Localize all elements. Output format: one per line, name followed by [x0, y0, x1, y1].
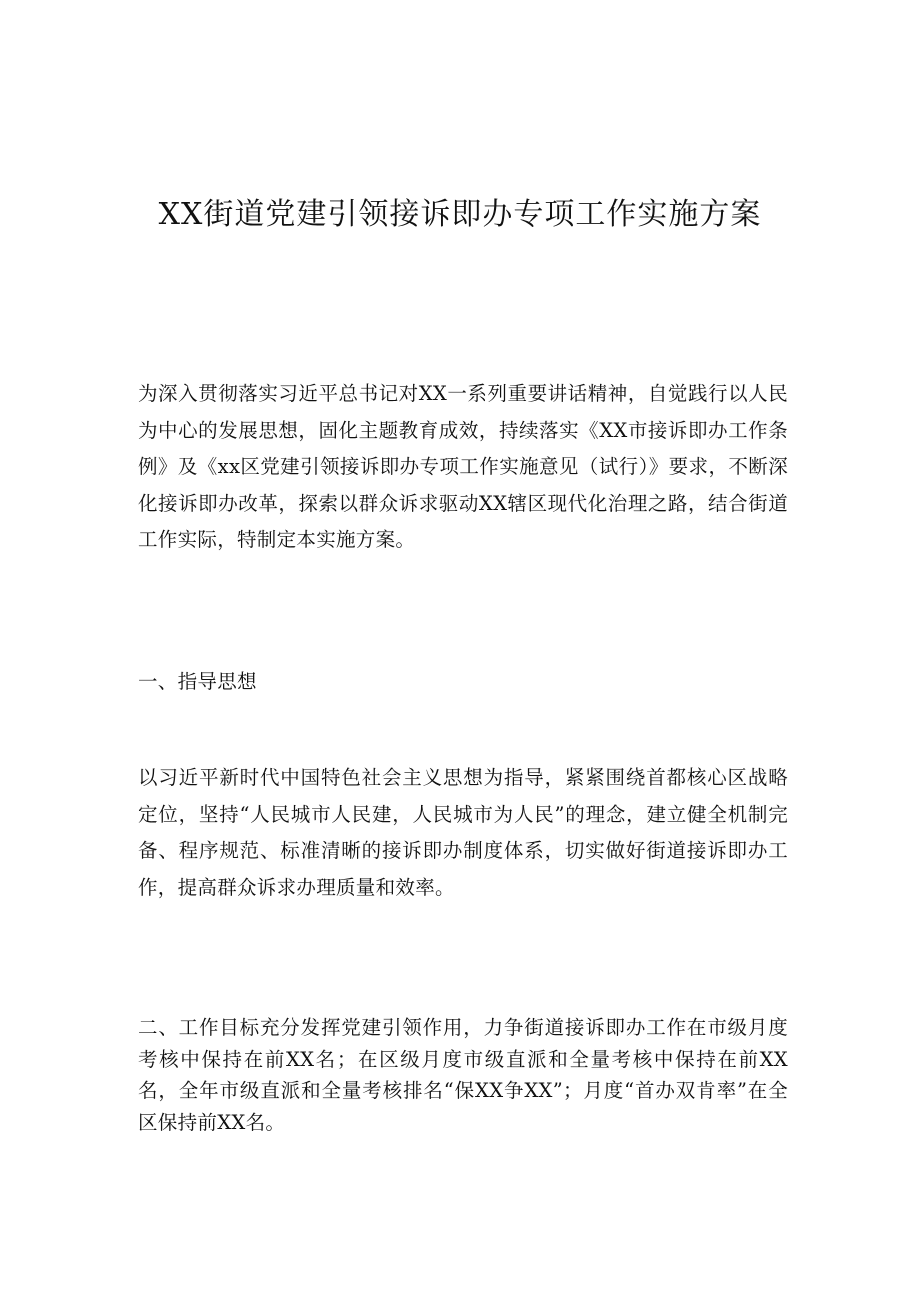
work-goals-paragraph: 二、工作目标充分发挥党建引领作用，力争街道接诉即办工作在市级月度考核中保持在前XX名；在区级月度市级直派和全量考核中保持在前XX名，全年市级直派和全量考核排名“保XX争XX”；月度“首办双肯率”在全区保持前XX名。 [138, 1016, 788, 1134]
guiding-ideology-paragraph: 以习近平新时代中国特色社会主义思想为指导，紧紧围绕首都核心区战略定位，坚持“人民城市人民建，人民城市为人民”的理念，建立健全机制完备、程序规范、标准清晰的接诉即办制度体系，切实做好街道接诉即办工作，提高群众诉求办理质量和效率。 [138, 766, 788, 899]
intro-paragraph: 为深入贯彻落实习近平总书记对XX一系列重要讲话精神，自觉践行以人民为中心的发展思想，固化主题教育成效，持续落实《XX市接诉即办工作条例》及《xx区党建引领接诉即办专项工作实施意见（试行）》要求，不断深化接诉即办改革，探索以群众诉求驱动XX辖区现代化治理之路，结合街道工作实际，特制定本实施方案。 [138, 382, 788, 551]
document-title: XX街道党建引领接诉即办专项工作实施方案 [158, 197, 762, 232]
section-heading-guiding-ideology: 一、指导思想 [138, 670, 257, 693]
